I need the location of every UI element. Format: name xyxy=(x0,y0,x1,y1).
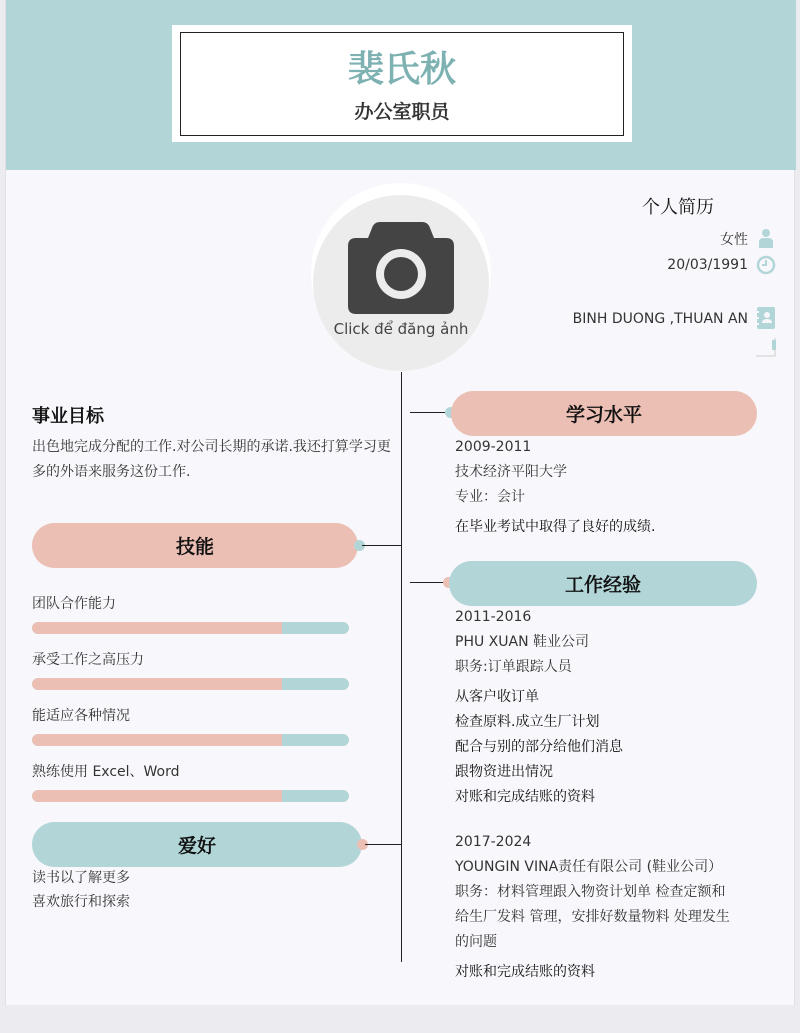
person-icon xyxy=(756,228,776,248)
hobbies-connector-line xyxy=(365,844,402,845)
job-title: 办公室职员 xyxy=(354,101,450,123)
skills-header xyxy=(32,523,358,568)
skills-title: 技能 xyxy=(175,536,214,558)
experience-title: 工作经验 xyxy=(564,574,641,596)
education-school: 技术经济平阳大学 xyxy=(455,464,567,480)
timeline-line xyxy=(401,372,402,962)
skills-connector-line xyxy=(362,545,402,546)
education-title: 学习水平 xyxy=(565,404,642,426)
objective-title: 事业目标 xyxy=(32,406,104,427)
job-duty: 对账和完成结账的资料 xyxy=(455,964,595,980)
job-company: YOUNGIN VINA责任有限公司 (鞋业公司） xyxy=(455,859,723,875)
job-position-line: 的问题 xyxy=(455,934,497,950)
address-bracket-decoration xyxy=(755,337,777,357)
full-name: 裴氏秋 xyxy=(347,49,456,90)
job-position: 职务:订单跟踪人员 xyxy=(455,659,572,675)
job-position-line: 给生厂发料 管理，安排好数量物料 处理发生 xyxy=(455,909,730,925)
objective-line-2: 多的外语来服务这份工作. xyxy=(32,464,191,480)
skill-label: 熟练使用 Excel、Word xyxy=(32,764,180,780)
skill-bar-fill xyxy=(32,678,282,690)
skill-bar xyxy=(32,622,349,634)
camera-icon xyxy=(348,222,454,314)
personal-info-title: 个人简历 xyxy=(642,197,714,218)
job-duty: 检查原料.成立生厂计划 xyxy=(455,714,600,730)
contact-book-icon xyxy=(756,306,776,330)
hobby-item: 读书以了解更多 xyxy=(32,870,130,886)
hobby-item: 喜欢旅行和探索 xyxy=(32,894,130,910)
hobbies-header xyxy=(32,822,362,867)
skill-bar xyxy=(32,790,349,802)
job-period: 2017-2024 xyxy=(455,834,532,850)
photo-caption: Click để đăng ảnh xyxy=(333,320,469,338)
education-note: 在毕业考试中取得了良好的成绩. xyxy=(455,519,656,535)
hobbies-title: 爱好 xyxy=(177,835,216,857)
education-header xyxy=(451,391,757,436)
header-band xyxy=(6,0,796,170)
skill-bar-fill xyxy=(32,790,282,802)
birthday-value: 20/03/1991 xyxy=(667,257,748,273)
job-period: 2011-2016 xyxy=(455,609,532,625)
experience-header xyxy=(449,561,757,606)
name-box-border xyxy=(180,32,624,136)
job-position-line: 职务：材料管理跟入物资计划单 检查定额和 xyxy=(455,884,726,900)
skill-bar xyxy=(32,734,349,746)
skill-bar-fill xyxy=(32,734,282,746)
skill-label: 团队合作能力 xyxy=(32,596,116,612)
education-connector-line xyxy=(410,412,450,413)
skill-bar-fill xyxy=(32,622,282,634)
name-box xyxy=(172,25,632,142)
skill-label: 承受工作之高压力 xyxy=(32,652,144,668)
education-period: 2009-2011 xyxy=(455,439,532,455)
job-company: PHU XUAN 鞋业公司 xyxy=(455,634,590,650)
job-duty: 跟物资进出情况 xyxy=(455,764,553,780)
skill-bar xyxy=(32,678,349,690)
objective-line-1: 出色地完成分配的工作.对公司长期的承诺.我还打算学习更 xyxy=(32,439,391,455)
resume-page xyxy=(5,0,795,1005)
job-duty: 从客户收订单 xyxy=(455,689,539,705)
skill-label: 能适应各种情况 xyxy=(32,708,130,724)
clock-icon xyxy=(756,255,776,275)
photo-upload[interactable] xyxy=(313,195,489,371)
address-value: BINH DUONG ,THUAN AN xyxy=(572,311,748,327)
education-major: 专业：会计 xyxy=(455,489,525,505)
gender-value: 女性 xyxy=(720,232,748,248)
job-duty: 对账和完成结账的资料 xyxy=(455,789,595,805)
job-duty: 配合与别的部分给他们消息 xyxy=(455,739,623,755)
